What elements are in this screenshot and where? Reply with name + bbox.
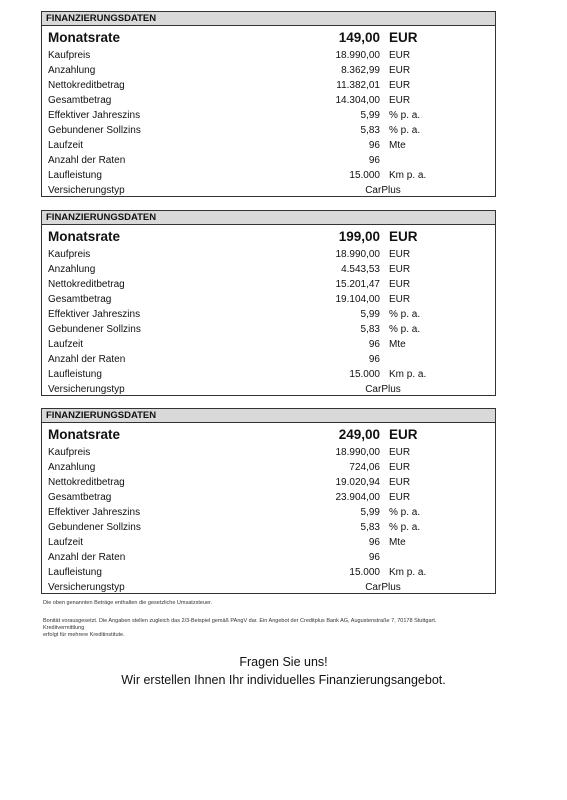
row-label: Nettokreditbetrag [48,477,125,488]
row-anzahlung [42,460,495,475]
row-unit: % p. a. [389,309,421,320]
row-versicherungstyp [42,580,495,595]
row-anzahl-raten [42,550,495,565]
row-effektiver-jahreszins [42,108,495,123]
row-label: Anzahl der Raten [48,552,126,563]
row-laufleistung [42,367,495,382]
row-label: Gebundener Sollzins [48,522,141,533]
monthly-rate-label: Monatsrate [48,229,121,244]
row-label: Anzahlung [48,462,96,473]
monthly-rate-label: Monatsrate [48,427,121,442]
financing-box-3 [41,408,496,594]
row-value: 5,83 [360,522,380,533]
row-value: 5,99 [360,309,380,320]
row-label: Laufleistung [48,369,102,380]
monthly-rate-unit: EUR [389,229,418,244]
row-label: Kaufpreis [48,50,91,61]
row-label: Effektiver Jahreszins [48,110,141,121]
row-value: CarPlus [365,582,401,593]
monthly-rate-value: 249,00 [338,427,380,442]
row-unit: % p. a. [389,110,421,121]
monthly-rate-value: 149,00 [338,30,380,45]
row-anzahlung [42,262,495,277]
financing-box-2 [41,210,496,396]
row-value: 8.362,99 [341,65,380,76]
row-label: Nettokreditbetrag [48,279,125,290]
row-label: Gesamtbetrag [48,492,112,503]
footer-question: Fragen Sie uns! [239,655,328,669]
row-value: 23.904,00 [335,492,380,503]
row-unit: EUR [389,462,411,473]
box-header: FINANZIERUNGSDATEN [42,211,495,225]
row-value: 4.543,53 [341,264,380,275]
row-gesamtbetrag [42,292,495,307]
row-anzahl-raten [42,153,495,168]
row-label: Versicherungstyp [48,384,125,395]
row-value: 5,83 [360,125,380,136]
row-effektiver-jahreszins [42,307,495,322]
row-kaufpreis [42,48,495,63]
row-nettokreditbetrag [42,475,495,490]
row-unit: % p. a. [389,324,421,335]
row-value: 96 [368,552,380,563]
row-value: 14.304,00 [335,95,380,106]
row-label: Laufleistung [48,170,102,181]
row-effektiver-jahreszins [42,505,495,520]
row-unit: EUR [389,264,411,275]
row-value: 11.382,01 [336,80,380,91]
footer-offer: Wir erstellen Ihnen Ihr individuelles Finanzierungsangebot. [121,673,446,687]
row-nettokreditbetrag [42,277,495,292]
row-gebundener-sollzins [42,322,495,337]
row-value: 15.201,47 [335,279,380,290]
row-label: Anzahl der Raten [48,155,126,166]
box-header: FINANZIERUNGSDATEN [42,12,495,26]
box-header: FINANZIERUNGSDATEN [42,409,495,423]
monthly-rate-row [42,226,495,247]
row-value: 19.020,94 [335,477,380,488]
row-value: 96 [368,339,380,350]
row-laufzeit [42,337,495,352]
row-label: Laufzeit [48,140,84,151]
row-value: 15.000 [349,170,380,181]
row-versicherungstyp [42,382,495,397]
row-value: 19.104,00 [335,294,380,305]
row-label: Effektiver Jahreszins [48,309,141,320]
row-laufzeit [42,138,495,153]
row-unit: Km p. a. [389,170,427,181]
row-unit: EUR [389,65,411,76]
row-versicherungstyp [42,183,495,198]
row-value: 5,83 [360,324,380,335]
row-unit: % p. a. [389,522,421,533]
row-value: 96 [368,140,380,151]
row-unit: EUR [389,294,411,305]
row-kaufpreis [42,247,495,262]
row-unit: Mte [389,140,406,151]
row-value: 724,06 [349,462,380,473]
row-laufleistung [42,168,495,183]
row-laufleistung [42,565,495,580]
row-unit: Km p. a. [389,567,427,578]
row-gesamtbetrag [42,490,495,505]
row-label: Versicherungstyp [48,582,125,593]
row-value: 15.000 [349,369,380,380]
row-value: 15.000 [349,567,380,578]
row-unit: EUR [389,50,411,61]
row-unit: EUR [389,279,411,290]
monthly-rate-row [42,27,495,48]
row-unit: EUR [389,447,411,458]
row-label: Anzahl der Raten [48,354,126,365]
row-unit: EUR [389,477,411,488]
row-label: Gesamtbetrag [48,95,112,106]
row-value: 18.990,00 [335,50,380,61]
row-unit: EUR [389,492,411,503]
row-anzahlung [42,63,495,78]
row-value: 96 [368,155,380,166]
row-value: 5,99 [360,110,380,121]
row-label: Laufzeit [48,339,84,350]
row-label: Laufzeit [48,537,84,548]
row-label: Effektiver Jahreszins [48,507,141,518]
row-gebundener-sollzins [42,123,495,138]
row-unit: EUR [389,249,411,260]
row-label: Kaufpreis [48,447,91,458]
row-gebundener-sollzins [42,520,495,535]
monthly-rate-label: Monatsrate [48,30,121,45]
monthly-rate-row [42,424,495,445]
row-label: Laufleistung [48,567,102,578]
row-value: 18.990,00 [335,249,380,260]
row-value: 5,99 [360,507,380,518]
row-label: Nettokreditbetrag [48,80,125,91]
row-value: 96 [368,354,380,365]
row-unit: Km p. a. [389,369,427,380]
row-label: Anzahlung [48,264,96,275]
legal-note-line-1: Bonität vorausgesetzt. Die Angaben stellen zugleich das 2/3-Beispiel gemäß PAngV dar. Ein Angebot der Creditplus Bank AG, Augustenstraße 7, 70178 Stuttgart. [43,618,437,624]
row-gesamtbetrag [42,93,495,108]
monthly-rate-value: 199,00 [338,229,380,244]
row-laufzeit [42,535,495,550]
row-value: CarPlus [365,185,401,196]
row-nettokreditbetrag [42,78,495,93]
row-label: Gebundener Sollzins [48,125,141,136]
vat-note: Die oben genannten Beträge enthalten die gesetzliche Umsatzsteuer. [43,600,213,606]
row-label: Gesamtbetrag [48,294,112,305]
row-unit: Mte [389,537,406,548]
row-value: 18.990,00 [335,447,380,458]
row-unit: EUR [389,80,411,91]
financing-box-1 [41,11,496,197]
row-label: Anzahlung [48,65,96,76]
row-unit: EUR [389,95,411,106]
row-label: Gebundener Sollzins [48,324,141,335]
row-anzahl-raten [42,352,495,367]
row-kaufpreis [42,445,495,460]
row-unit: Mte [389,339,406,350]
legal-note-line-2: Kreditvermittlung [43,625,85,631]
row-value: CarPlus [365,384,401,395]
monthly-rate-unit: EUR [389,427,418,442]
row-label: Versicherungstyp [48,185,125,196]
legal-note-line-3: erfolgt für mehrere Kreditinstitute. [43,632,125,638]
row-value: 96 [368,537,380,548]
monthly-rate-unit: EUR [389,30,418,45]
row-unit: % p. a. [389,507,421,518]
row-unit: % p. a. [389,125,421,136]
row-label: Kaufpreis [48,249,91,260]
